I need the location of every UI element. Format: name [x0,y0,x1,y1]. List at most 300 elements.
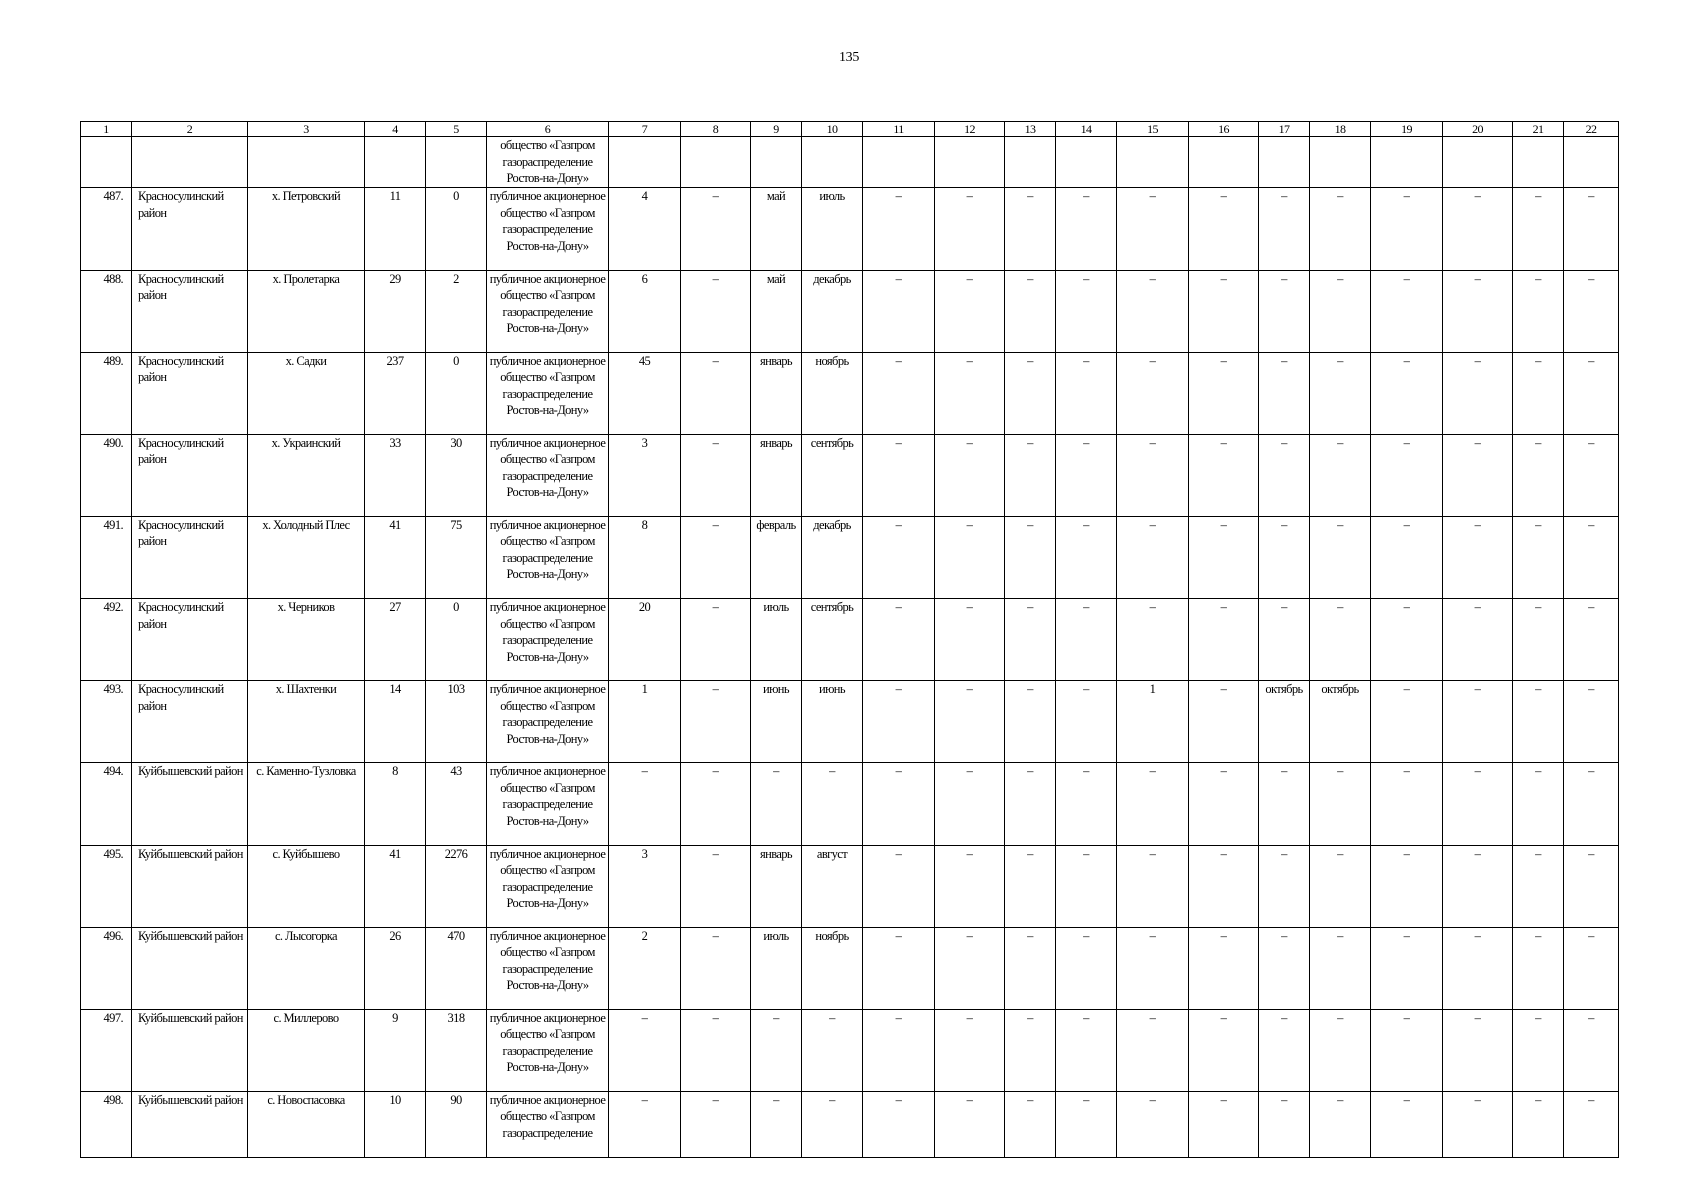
table-row [81,1009,1619,1091]
table-cell-col-10: сентябрь [802,599,863,681]
table-cell-col-14: – [1056,188,1117,270]
table-cell-col-9: июнь [751,681,802,763]
table-cell-col-15: – [1117,434,1189,516]
table-cell-col-19: – [1371,188,1443,270]
page-number: 135 [838,50,860,65]
table-cell-col-14: – [1056,1091,1117,1157]
table-cell-col-18 [1310,137,1371,188]
table-cell-col-10: – [802,763,863,845]
table-cell-col-19: – [1371,599,1443,681]
table-cell-col-7: 20 [609,599,681,681]
table-cell-col-8: – [681,845,751,927]
table-cell-col-10: июнь [802,681,863,763]
table-cell-col-17: – [1259,188,1310,270]
table-cell-col-15: – [1117,927,1189,1009]
table-row [81,270,1619,352]
table-cell-col-11: – [863,927,935,1009]
table-cell-col-19: – [1371,1091,1443,1157]
column-header-16: 16 [1189,122,1259,137]
table-row [81,352,1619,434]
table-cell-col-9: январь [751,434,802,516]
table-cell-col-3: х. Петровский [248,188,365,270]
column-header-20: 20 [1443,122,1513,137]
table-cell-col-22: – [1564,599,1619,681]
table-row [81,845,1619,927]
table-cell-col-13: – [1005,1009,1056,1091]
table-cell-col-6: публичное акционерное общество «Газпром газораспределение Ростов-на-Дону» [487,434,609,516]
table-cell-col-13: – [1005,927,1056,1009]
table-cell-col-4: 8 [365,763,426,845]
table-cell-col-1: 496. [81,927,132,1009]
table-cell-col-13: – [1005,516,1056,598]
table-row [81,763,1619,845]
table-row [81,434,1619,516]
table-cell-col-17: – [1259,763,1310,845]
table-row [81,1091,1619,1157]
table-cell-col-10: ноябрь [802,352,863,434]
table-cell-col-21: – [1513,599,1564,681]
table-cell-col-14: – [1056,927,1117,1009]
table-cell-col-21: – [1513,1091,1564,1157]
table-cell-col-5: 318 [426,1009,487,1091]
table-cell-col-8: – [681,270,751,352]
table-cell-col-3 [248,137,365,188]
table-row [81,188,1619,270]
table-cell-col-1 [81,137,132,188]
table-cell-col-16: – [1189,763,1259,845]
table-cell-col-4: 41 [365,845,426,927]
table-cell-col-9: – [751,1009,802,1091]
table-cell-col-11: – [863,681,935,763]
table-cell-col-19: – [1371,1009,1443,1091]
table-cell-col-16: – [1189,681,1259,763]
table-cell-col-1: 490. [81,434,132,516]
column-header-2: 2 [132,122,248,137]
table-cell-col-17: – [1259,270,1310,352]
table-cell-col-22: – [1564,1009,1619,1091]
table-cell-col-16: – [1189,270,1259,352]
table-cell-col-9: июль [751,599,802,681]
table-cell-col-3: х. Черников [248,599,365,681]
table-cell-col-18: – [1310,927,1371,1009]
table-cell-col-7: – [609,1009,681,1091]
table-cell-col-11: – [863,434,935,516]
table-cell-col-5: 2 [426,270,487,352]
table-cell-col-22: – [1564,188,1619,270]
table-cell-col-8 [681,137,751,188]
table-cell-col-18: – [1310,1009,1371,1091]
table-cell-col-19: – [1371,763,1443,845]
table-cell-col-10 [802,137,863,188]
table-cell-col-8: – [681,927,751,1009]
table-cell-col-12: – [935,352,1005,434]
table-cell-col-12: – [935,845,1005,927]
table-cell-col-7: – [609,763,681,845]
table-cell-col-11: – [863,188,935,270]
table-cell-col-20: – [1443,434,1513,516]
table-cell-col-17: октябрь [1259,681,1310,763]
table-cell-col-20: – [1443,1091,1513,1157]
table-cell-col-1: 493. [81,681,132,763]
table-cell-col-9: май [751,270,802,352]
table-cell-col-6: публичное акционерное общество «Газпром газораспределение Ростов-на-Дону» [487,927,609,1009]
table-cell-col-19 [1371,137,1443,188]
table-cell-col-20 [1443,137,1513,188]
table-cell-col-4: 11 [365,188,426,270]
table-cell-col-17: – [1259,927,1310,1009]
column-header-8: 8 [681,122,751,137]
table-cell-col-10: – [802,1009,863,1091]
table-cell-col-6: общество «Газпром газораспределение Ростов-на-Дону» [487,137,609,188]
table-cell-col-4: 14 [365,681,426,763]
table-cell-col-1: 491. [81,516,132,598]
column-header-7: 7 [609,122,681,137]
table-cell-col-13: – [1005,599,1056,681]
table-cell-col-22: – [1564,763,1619,845]
table-cell-col-8: – [681,352,751,434]
table-cell-col-14: – [1056,763,1117,845]
table-cell-col-21 [1513,137,1564,188]
table-cell-col-13: – [1005,352,1056,434]
table-cell-col-6: публичное акционерное общество «Газпром газораспределение Ростов-на-Дону» [487,352,609,434]
table-cell-col-12 [935,137,1005,188]
table-cell-col-10: декабрь [802,516,863,598]
column-header-21: 21 [1513,122,1564,137]
table-cell-col-2: Красносулинский район [132,599,248,681]
table-cell-col-18: – [1310,763,1371,845]
table-cell-col-14: – [1056,516,1117,598]
table-cell-col-19: – [1371,845,1443,927]
table-row [81,599,1619,681]
table-cell-col-7: 8 [609,516,681,598]
table-cell-col-12: – [935,1091,1005,1157]
table-cell-col-18: – [1310,1091,1371,1157]
table-cell-col-1: 488. [81,270,132,352]
table-cell-col-18: – [1310,352,1371,434]
table-cell-col-21: – [1513,845,1564,927]
table-cell-col-8: – [681,599,751,681]
table-cell-col-15: 1 [1117,681,1189,763]
column-header-12: 12 [935,122,1005,137]
column-header-14: 14 [1056,122,1117,137]
table-cell-col-1: 498. [81,1091,132,1157]
table-cell-col-8: – [681,516,751,598]
table-cell-col-3: с. Лысогорка [248,927,365,1009]
table-cell-col-14: – [1056,352,1117,434]
table-cell-col-3: х. Шахтенки [248,681,365,763]
table-cell-col-15: – [1117,1091,1189,1157]
table-cell-col-15: – [1117,763,1189,845]
table-cell-col-2 [132,137,248,188]
table-cell-col-20: – [1443,352,1513,434]
table-cell-col-16: – [1189,599,1259,681]
table-cell-col-17: – [1259,599,1310,681]
table-cell-col-21: – [1513,927,1564,1009]
table-cell-col-12: – [935,599,1005,681]
table-cell-col-16: – [1189,1091,1259,1157]
table-cell-col-7: 6 [609,270,681,352]
table-cell-col-5: 103 [426,681,487,763]
table-cell-col-3: с. Каменно-Тузловка [248,763,365,845]
table-cell-col-13: – [1005,188,1056,270]
table-cell-col-8: – [681,434,751,516]
table-cell-col-6: публичное акционерное общество «Газпром газораспределение Ростов-на-Дону» [487,845,609,927]
table-cell-col-19: – [1371,270,1443,352]
table-cell-col-8: – [681,763,751,845]
table-cell-col-2: Красносулинский район [132,188,248,270]
table-cell-col-10: июль [802,188,863,270]
table-cell-col-6: публичное акционерное общество «Газпром газораспределение Ростов-на-Дону» [487,599,609,681]
table-cell-col-16: – [1189,1009,1259,1091]
column-header-5: 5 [426,122,487,137]
table-cell-col-2: Красносулинский район [132,516,248,598]
table-cell-col-11 [863,137,935,188]
column-header-22: 22 [1564,122,1619,137]
table-cell-col-1: 487. [81,188,132,270]
table-cell-col-7: 1 [609,681,681,763]
table-cell-col-9: – [751,1091,802,1157]
table-cell-col-17: – [1259,845,1310,927]
table-row [81,681,1619,763]
table-cell-col-10: ноябрь [802,927,863,1009]
table-cell-col-20: – [1443,927,1513,1009]
table-cell-col-11: – [863,845,935,927]
table-cell-col-19: – [1371,516,1443,598]
table-cell-col-6: публичное акционерное общество «Газпром газораспределение Ростов-на-Дону» [487,188,609,270]
table-cell-col-11: – [863,763,935,845]
table-cell-col-7: 45 [609,352,681,434]
table-cell-col-20: – [1443,681,1513,763]
column-header-9: 9 [751,122,802,137]
table-cell-col-4: 27 [365,599,426,681]
table-cell-col-2: Куйбышевский район [132,1009,248,1091]
table-cell-col-13: – [1005,763,1056,845]
table-cell-col-18: – [1310,599,1371,681]
table-cell-col-17: – [1259,516,1310,598]
table-cell-col-5: 90 [426,1091,487,1157]
table-cell-col-5: 75 [426,516,487,598]
table-cell-col-5: 470 [426,927,487,1009]
table-cell-col-22: – [1564,681,1619,763]
table-cell-col-21: – [1513,270,1564,352]
table-cell-col-4: 41 [365,516,426,598]
table-cell-col-17: – [1259,1091,1310,1157]
table-cell-col-8: – [681,1009,751,1091]
table-cell-col-2: Красносулинский район [132,434,248,516]
table-cell-col-22: – [1564,516,1619,598]
table-cell-col-2: Красносулинский район [132,681,248,763]
table-cell-col-17 [1259,137,1310,188]
table-cell-col-6: публичное акционерное общество «Газпром газораспределение Ростов-на-Дону» [487,763,609,845]
table-cell-col-20: – [1443,516,1513,598]
table-row [81,516,1619,598]
table-cell-col-1: 497. [81,1009,132,1091]
table-cell-col-2: Куйбышевский район [132,927,248,1009]
table-cell-col-9: – [751,763,802,845]
table-cell-col-16: – [1189,516,1259,598]
table-cell-col-7 [609,137,681,188]
table-cell-col-14: – [1056,434,1117,516]
table-cell-col-1: 489. [81,352,132,434]
table-cell-col-8: – [681,1091,751,1157]
table-cell-col-20: – [1443,599,1513,681]
table-cell-col-21: – [1513,434,1564,516]
table-cell-col-10: август [802,845,863,927]
table-cell-col-18: – [1310,516,1371,598]
table-cell-col-12: – [935,270,1005,352]
column-header-11: 11 [863,122,935,137]
table-cell-col-6: публичное акционерное общество «Газпром газораспределение [487,1091,609,1157]
table-cell-col-16: – [1189,188,1259,270]
table-cell-col-22: – [1564,434,1619,516]
table-cell-col-22: – [1564,927,1619,1009]
table-cell-col-9: июль [751,927,802,1009]
column-header-15: 15 [1117,122,1189,137]
table-cell-col-4: 33 [365,434,426,516]
table-cell-col-15: – [1117,599,1189,681]
table-cell-col-21: – [1513,1009,1564,1091]
table-cell-col-19: – [1371,352,1443,434]
table-cell-col-3: х. Украинский [248,434,365,516]
table-cell-col-15: – [1117,352,1189,434]
table-cell-col-3: х. Пролетарка [248,270,365,352]
column-header-4: 4 [365,122,426,137]
table-cell-col-20: – [1443,270,1513,352]
table-cell-col-20: – [1443,1009,1513,1091]
table-cell-col-11: – [863,516,935,598]
table-cell-col-22: – [1564,270,1619,352]
column-header-17: 17 [1259,122,1310,137]
table-cell-col-18: – [1310,270,1371,352]
table-cell-col-13: – [1005,434,1056,516]
table-cell-col-5: 2276 [426,845,487,927]
column-header-19: 19 [1371,122,1443,137]
table-cell-col-19: – [1371,434,1443,516]
column-header-13: 13 [1005,122,1056,137]
table-cell-col-1: 492. [81,599,132,681]
table-cell-col-7: 3 [609,434,681,516]
table-cell-col-6: публичное акционерное общество «Газпром газораспределение Ростов-на-Дону» [487,681,609,763]
table-cell-col-15: – [1117,1009,1189,1091]
table-cell-col-4 [365,137,426,188]
table-cell-col-12: – [935,1009,1005,1091]
table-cell-col-21: – [1513,188,1564,270]
column-header-3: 3 [248,122,365,137]
table-cell-col-21: – [1513,681,1564,763]
table-cell-col-16: – [1189,927,1259,1009]
table-cell-col-19: – [1371,927,1443,1009]
table-cell-col-20: – [1443,188,1513,270]
table-cell-col-18: – [1310,434,1371,516]
table-cell-col-6: публичное акционерное общество «Газпром газораспределение Ростов-на-Дону» [487,270,609,352]
column-header-10: 10 [802,122,863,137]
continuation-row [81,137,1619,188]
table-cell-col-12: – [935,927,1005,1009]
table-cell-col-21: – [1513,763,1564,845]
table-cell-col-10: – [802,1091,863,1157]
table-cell-col-22: – [1564,1091,1619,1157]
table-cell-col-14: – [1056,270,1117,352]
table-row [81,927,1619,1009]
table-cell-col-18: октябрь [1310,681,1371,763]
table-cell-col-15: – [1117,845,1189,927]
table-cell-col-17: – [1259,1009,1310,1091]
table-cell-col-15: – [1117,188,1189,270]
table-cell-col-13: – [1005,270,1056,352]
table-cell-col-2: Красносулинский район [132,270,248,352]
table-cell-col-15 [1117,137,1189,188]
table-cell-col-22: – [1564,845,1619,927]
table-cell-col-10: декабрь [802,270,863,352]
table-cell-col-14: – [1056,681,1117,763]
table-cell-col-7: 4 [609,188,681,270]
table-cell-col-3: с. Куйбышево [248,845,365,927]
table-cell-col-9: январь [751,845,802,927]
table-cell-col-5: 43 [426,763,487,845]
table-cell-col-21: – [1513,352,1564,434]
table-cell-col-11: – [863,270,935,352]
table-cell-col-12: – [935,516,1005,598]
table-cell-col-20: – [1443,845,1513,927]
table-cell-col-10: сентябрь [802,434,863,516]
table-cell-col-14: – [1056,1009,1117,1091]
table-cell-col-11: – [863,1009,935,1091]
column-header-18: 18 [1310,122,1371,137]
table-cell-col-9: май [751,188,802,270]
table-cell-col-11: – [863,599,935,681]
table-cell-col-2: Куйбышевский район [132,845,248,927]
table-cell-col-12: – [935,188,1005,270]
table-cell-col-17: – [1259,434,1310,516]
table-cell-col-18: – [1310,188,1371,270]
table-cell-col-9: февраль [751,516,802,598]
table-cell-col-4: 9 [365,1009,426,1091]
table-cell-col-4: 10 [365,1091,426,1157]
table-cell-col-8: – [681,188,751,270]
table-cell-col-14: – [1056,599,1117,681]
table-cell-col-14: – [1056,845,1117,927]
table-cell-col-16: – [1189,434,1259,516]
table-cell-col-15: – [1117,516,1189,598]
table-cell-col-12: – [935,763,1005,845]
table-cell-col-14 [1056,137,1117,188]
column-header-6: 6 [487,122,609,137]
table-cell-col-2: Куйбышевский район [132,1091,248,1157]
table-cell-col-8: – [681,681,751,763]
table-cell-col-9 [751,137,802,188]
table-cell-col-16 [1189,137,1259,188]
table-cell-col-19: – [1371,681,1443,763]
table-cell-col-12: – [935,681,1005,763]
table-cell-col-5: 30 [426,434,487,516]
table-cell-col-5: 0 [426,599,487,681]
table-cell-col-21: – [1513,516,1564,598]
table-cell-col-13: – [1005,681,1056,763]
table-cell-col-11: – [863,352,935,434]
table-cell-col-1: 495. [81,845,132,927]
table-cell-col-20: – [1443,763,1513,845]
table-cell-col-3: с. Миллерово [248,1009,365,1091]
table-cell-col-1: 494. [81,763,132,845]
table-cell-col-12: – [935,434,1005,516]
table-cell-col-5: 0 [426,352,487,434]
table-cell-col-6: публичное акционерное общество «Газпром газораспределение Ростов-на-Дону» [487,1009,609,1091]
table-cell-col-4: 29 [365,270,426,352]
table-cell-col-9: январь [751,352,802,434]
table-cell-col-5 [426,137,487,188]
table-cell-col-13: – [1005,1091,1056,1157]
table-cell-col-7: 2 [609,927,681,1009]
